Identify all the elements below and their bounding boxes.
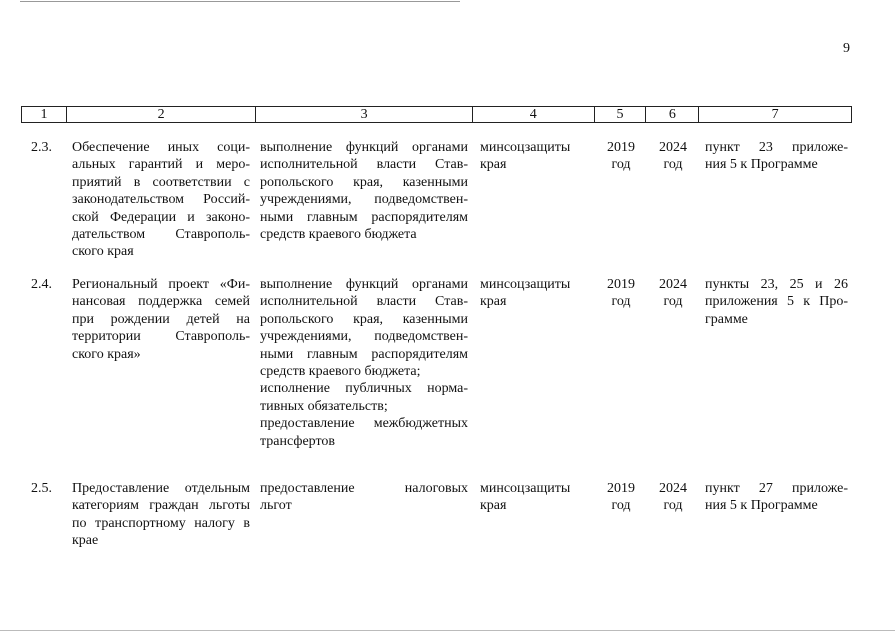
responsible-body [480,480,588,515]
start-year [600,480,642,515]
responsible-body [480,139,588,174]
executor-line: выполнение функций органами [260,140,468,155]
end-year [652,276,694,311]
reference-line: приложения 5 к Про- [705,294,848,310]
measure-name-line: крае [72,533,99,549]
measure-name-line: ского края [72,244,134,260]
end-year-line: 2024 [659,481,687,496]
measure-name-line: дательством Ставрополь- [72,227,250,243]
reference-line: пункты 23, 25 и 26 [705,277,848,292]
executor-line: учреждениями, подведомствен- [260,329,468,345]
header-col-5: 5 [595,107,647,122]
start-year-line: 2019 [607,140,635,155]
executor-line: исполнение публичных норма- [260,381,468,397]
executor-line: льгот [260,498,292,514]
reference-line: ния 5 к Программе [705,157,818,173]
measure-name-line: территории Ставрополь- [72,329,250,345]
table-header-row [21,106,852,123]
row-number: 2.4. [31,277,52,292]
executor-line: ными главным распорядителям [260,209,468,225]
executor-line: трансфертов [260,433,336,449]
end-year-line: год [663,157,683,173]
executor-text [260,480,468,515]
executor-line: предоставление межбюджетных [260,416,468,432]
responsible-line: края [480,294,507,310]
executor-line: тивных обязательств; [260,398,388,414]
executor-text [260,276,468,450]
header-col-2: 2 [67,107,257,122]
program-reference [705,139,848,174]
responsible-line: минсоцзащиты [480,277,571,292]
measure-name-line: по транспортному налогу в [72,515,250,531]
reference-line: грамме [705,311,748,327]
start-year [600,276,642,311]
end-year [652,480,694,515]
measure-name [72,139,250,261]
measure-name [72,276,250,363]
responsible-line: минсоцзащиты [480,140,571,155]
header-col-3: 3 [256,107,472,122]
end-year-line: 2024 [659,140,687,155]
header-col-6: 6 [646,107,699,122]
row-number: 2.5. [31,481,52,496]
executor-line: выполнение функций органами [260,277,468,292]
measure-name-line: Предоставление отдельным [72,481,250,496]
responsible-body [480,276,588,311]
measure-name-line: законодательством Россий- [72,192,250,208]
responsible-line: минсоцзащиты [480,481,571,496]
executor-line: средств краевого бюджета; [260,364,421,380]
start-year-line: год [611,157,631,173]
executor-line: предоставление налоговых [260,481,468,496]
measure-name [72,480,250,550]
measure-name-line: нансовая поддержка семей [72,294,250,310]
end-year-line: год [663,294,683,310]
reference-line: ния 5 к Программе [705,498,818,514]
program-reference [705,276,848,328]
page-number: 9 [843,41,850,56]
end-year-line: 2024 [659,277,687,292]
executor-line: ными главным распорядителям [260,346,468,362]
start-year-line: год [611,498,631,514]
start-year-line: год [611,294,631,310]
measure-name-line: ского края» [72,346,141,362]
header-col-7: 7 [771,107,779,122]
executor-line: исполнительной власти Став- [260,157,468,173]
program-reference [705,480,848,515]
start-year [600,139,642,174]
measure-name-line: ской Федерации и законо- [72,209,250,225]
row-number: 2.3. [31,140,52,155]
end-year [652,139,694,174]
responsible-line: края [480,157,507,173]
reference-line: пункт 27 приложе- [705,481,848,496]
header-col-4: 4 [473,107,595,122]
executor-line: учреждениями, подведомствен- [260,192,468,208]
measure-name-line: категориям граждан льготы [72,498,250,514]
executor-line: ропольского края, казенными [260,311,468,327]
executor-line: исполнительной власти Став- [260,294,468,310]
executor-line: средств краевого бюджета [260,227,417,243]
start-year-line: 2019 [607,277,635,292]
scan-edge-top [20,1,460,2]
reference-line: пункт 23 приложе- [705,140,848,155]
scan-edge-bottom [0,630,895,631]
measure-name-line: Региональный проект «Фи- [72,277,250,292]
executor-line: ропольского края, казенными [260,174,468,190]
responsible-line: края [480,498,507,514]
measure-name-line: приятий в соответствии с [72,174,250,190]
measure-name-line: альных гарантий и меро- [72,157,250,173]
measure-name-line: при рождении детей на [72,311,250,327]
header-col-1: 1 [22,107,67,122]
measure-name-line: Обеспечение иных соци- [72,140,250,155]
end-year-line: год [663,498,683,514]
start-year-line: 2019 [607,481,635,496]
executor-text [260,139,468,243]
